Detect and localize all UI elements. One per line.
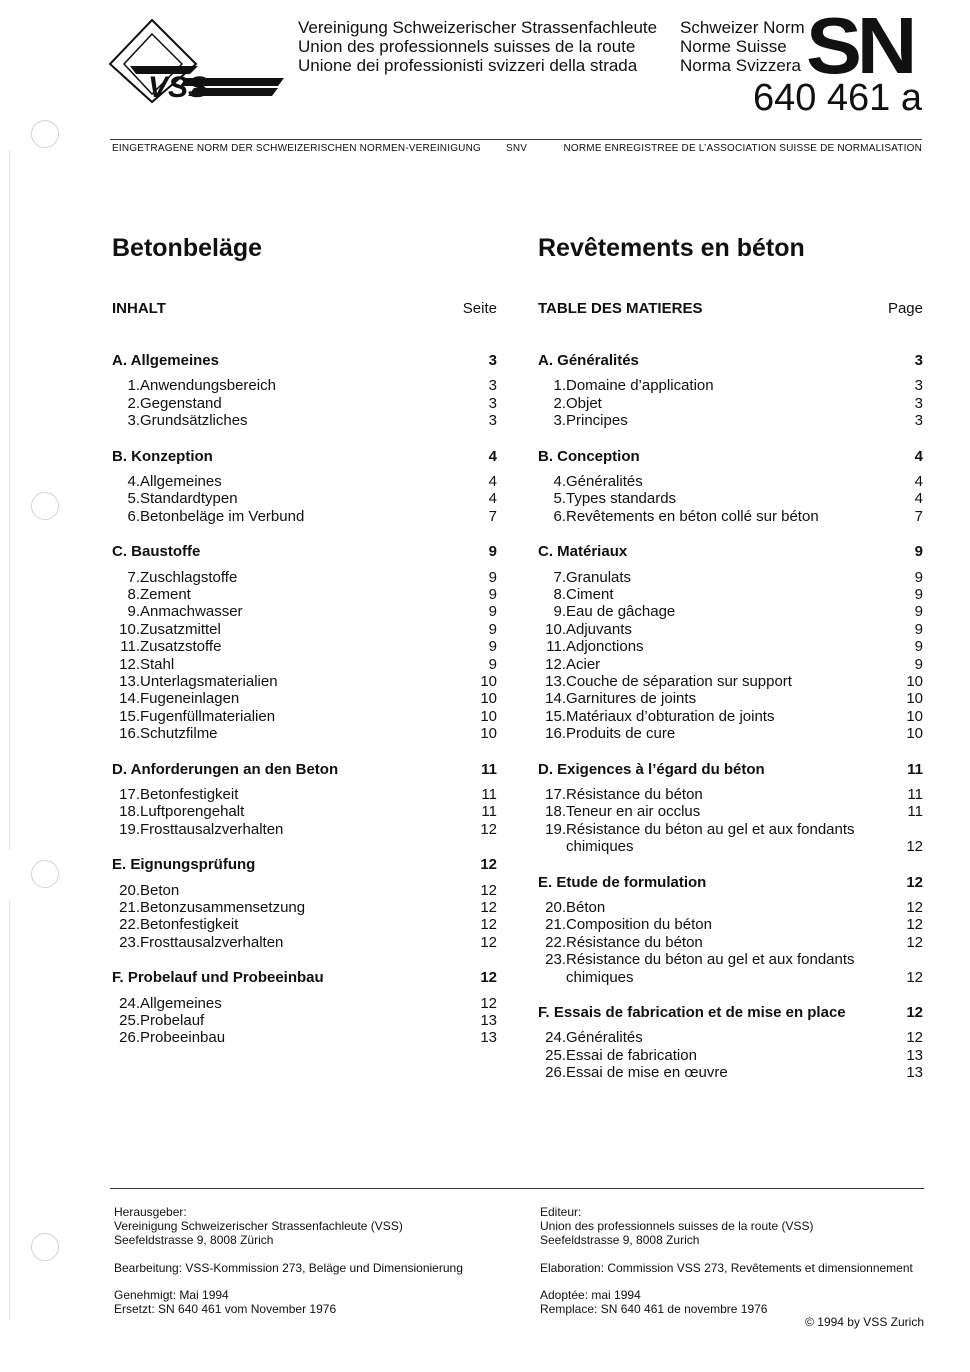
publisher-address: Seefeldstrasse 9, 8008 Zurich: [540, 1233, 700, 1247]
toc-section-heading: [112, 856, 497, 874]
entry-title: Beton: [140, 881, 180, 899]
entry-title: Fugenfüllmaterialien: [140, 707, 276, 725]
entry-number: 5.: [553, 490, 566, 508]
page-number: 9: [488, 586, 497, 603]
entry-number: 9.: [553, 603, 566, 621]
entry-number: 11.: [546, 638, 566, 656]
entry-title: Betonzusammensetzung: [140, 899, 306, 916]
entry-number: 11.: [120, 638, 140, 656]
entry-number: 2.: [127, 394, 140, 412]
toc-entry: [538, 508, 923, 526]
toc-section-heading: [538, 448, 923, 466]
toc-entry: [112, 934, 497, 952]
entry-number: 16.: [119, 725, 140, 743]
entry-number: 22.: [119, 916, 140, 934]
entry-title: Garnitures de joints: [566, 690, 697, 708]
punch-hole: [31, 492, 59, 520]
toc-entry: [538, 673, 923, 691]
sn-mark: SN: [806, 1, 913, 90]
toc-section-heading: [112, 448, 497, 466]
registration-left: EINGETRAGENE NORM DER SCHWEIZERISCHEN NORMEN-VEREINIGUNG: [112, 143, 482, 154]
toc-entry: [538, 473, 923, 491]
section-title: C. Matériaux: [538, 543, 628, 561]
toc-entry: [112, 690, 497, 708]
entry-number: 24.: [119, 994, 140, 1012]
entry-title: Schutzfilme: [140, 725, 218, 743]
toc-entry: [112, 725, 497, 743]
entry-number: 4.: [127, 473, 140, 490]
entry-title: Principes: [566, 412, 628, 430]
toc-entry: [112, 586, 497, 604]
document-number: 640 461 a: [752, 77, 922, 119]
page-number: 12: [480, 994, 497, 1012]
footer-publisher-de: [114, 1205, 403, 1247]
entry-number: 15.: [545, 707, 566, 725]
toc-entry: [538, 638, 923, 656]
entry-title: Domaine d’application: [566, 377, 714, 395]
toc-entry: [538, 934, 923, 952]
entry-title: Produits de cure: [566, 725, 676, 743]
entry-number: 1.: [553, 377, 566, 395]
page-number: 12: [480, 899, 497, 916]
toc-entry: [538, 821, 923, 839]
section-title: E. Eignungsprüfung: [112, 856, 256, 874]
toc-fr: [538, 0, 923, 1140]
page-number: 12: [906, 968, 923, 986]
binder-margin-line: [9, 900, 10, 1320]
page-number: 3: [488, 412, 497, 430]
title-de: Betonbeläge: [112, 234, 263, 262]
page-number: 13: [480, 1029, 497, 1047]
editing-de: Bearbeitung: VSS-Kommission 273, Beläge und Dimensionierung: [114, 1261, 463, 1275]
toc-entry-continuation: [538, 969, 923, 987]
page-number: 4: [914, 447, 923, 465]
norm-label-fr: Norme Suisse: [680, 37, 787, 56]
toc-entry: [538, 603, 923, 621]
entry-title: Probeeinbau: [140, 1029, 226, 1047]
toc-entry: [112, 638, 497, 656]
copyright: © 1994 by VSS Zurich: [805, 1315, 924, 1329]
toc-entry-continuation: [538, 838, 923, 856]
entry-title: Grundsätzliches: [140, 412, 248, 430]
toc-entry: [112, 673, 497, 691]
entry-number: 10.: [119, 620, 140, 638]
footer-rule: [110, 1188, 924, 1189]
page-number: 3: [488, 394, 497, 412]
page-number: 11: [481, 803, 497, 821]
toc-entry: [112, 786, 497, 804]
entry-title: Probelauf: [140, 1012, 205, 1029]
replaces-note: Remplace: SN 640 461 de novembre 1976: [540, 1302, 768, 1316]
entry-title: Adjonctions: [566, 638, 644, 656]
toc-entry: [112, 508, 497, 526]
entry-title-continuation: chimiques: [566, 838, 634, 856]
entry-title: Béton: [566, 899, 606, 916]
page-number: 9: [488, 620, 497, 638]
toc-entry: [112, 395, 497, 413]
section-title: D. Exigences à l’égard du béton: [538, 760, 765, 778]
entry-title: Zusatzmittel: [140, 620, 221, 638]
entry-title: Anmachwasser: [140, 603, 243, 621]
toc-de: [112, 0, 497, 1140]
entry-number: 14.: [119, 690, 140, 708]
page-number: 7: [488, 507, 497, 525]
entry-number: 4.: [553, 473, 566, 490]
entry-number: 16.: [545, 725, 566, 743]
entry-title: Stahl: [140, 655, 175, 673]
entry-title: Couche de séparation sur support: [566, 673, 792, 690]
punch-hole: [31, 860, 59, 888]
entry-title: Ciment: [566, 586, 614, 603]
page-number: 10: [480, 673, 497, 690]
toc-entry: [538, 377, 923, 395]
toc-entry: [538, 1064, 923, 1082]
toc-entry: [112, 603, 497, 621]
section-title: B. Konzeption: [112, 447, 213, 465]
entry-number: 10.: [545, 620, 566, 638]
entry-title: Zuschlagstoffe: [140, 568, 238, 586]
page-number: 10: [906, 725, 923, 743]
toc-entry: [538, 725, 923, 743]
page-number: 4: [914, 490, 923, 508]
title-fr: Revêtements en béton: [538, 234, 805, 262]
entry-number: 19.: [545, 820, 566, 838]
toc-entry: [538, 490, 923, 508]
entry-title: Unterlagsmaterialien: [140, 673, 278, 690]
entry-title: Zement: [140, 586, 191, 603]
entry-title: Gegenstand: [140, 394, 222, 412]
entry-title: Généralités: [566, 473, 643, 490]
page-number: 12: [906, 873, 923, 891]
toc-entry: [112, 656, 497, 674]
entry-number: 23.: [545, 951, 566, 969]
toc-entry: [538, 1029, 923, 1047]
page-number: 9: [488, 603, 497, 621]
entry-title: Types standards: [566, 490, 677, 508]
page-number: 9: [914, 655, 923, 673]
approved-date: Adoptée: mai 1994: [540, 1288, 641, 1302]
entry-title: Zusatzstoffe: [140, 638, 222, 656]
binder-margin-line: [9, 150, 10, 850]
page-number: 9: [914, 603, 923, 621]
org-name-fr: Union des professionnels suisses de la route: [298, 37, 636, 56]
page-number: 12: [906, 899, 923, 916]
page-number: 3: [488, 377, 497, 395]
entry-title: Résistance du béton au gel et aux fondants: [566, 820, 855, 838]
toc-entry: [112, 412, 497, 430]
toc-entry: [112, 916, 497, 934]
page-number: 9: [914, 620, 923, 638]
norm-label-it: Norma Svizzera: [680, 56, 801, 75]
entry-title: Allgemeines: [140, 473, 222, 490]
entry-number: 20.: [545, 899, 566, 916]
toc-entry: [112, 803, 497, 821]
page-number: 11: [907, 760, 923, 778]
page-number: 12: [480, 820, 497, 838]
toc-entry: [112, 377, 497, 395]
entry-title: Matériaux d’obturation de joints: [566, 707, 775, 725]
entry-number: 19.: [119, 820, 140, 838]
page-number: 12: [906, 933, 923, 951]
toc-section-heading: [538, 543, 923, 561]
entry-title: Betonfestigkeit: [140, 916, 239, 934]
page-number: 12: [906, 838, 923, 856]
page-number: 12: [480, 916, 497, 934]
replaces-note: Ersetzt: SN 640 461 vom November 1976: [114, 1302, 337, 1316]
entry-title: Essai de mise en œuvre: [566, 1064, 728, 1082]
toc-entry: [112, 569, 497, 587]
entry-title: Résistance du béton au gel et aux fondants: [566, 951, 855, 969]
footer-dates-de: [114, 1288, 336, 1316]
entry-title: Betonbeläge im Verbund: [140, 507, 305, 525]
page-number: 13: [906, 1064, 923, 1082]
toc-entry: [538, 690, 923, 708]
page-number: 9: [914, 543, 923, 561]
publisher-label: Editeur:: [540, 1205, 582, 1219]
toc-heading-row: [112, 300, 497, 317]
publisher-name: Vereinigung Schweizerischer Strassenfachleute (VSS): [114, 1219, 403, 1233]
entry-number: 2.: [553, 394, 566, 412]
entry-title-continuation: chimiques: [566, 968, 634, 986]
page-number: 7: [914, 507, 923, 525]
toc-entry: [538, 621, 923, 639]
entry-title: Eau de gâchage: [566, 603, 676, 621]
toc-section-heading: [538, 352, 923, 370]
entry-number: 23.: [119, 933, 140, 951]
entry-number: 3.: [127, 412, 140, 430]
section-title: E. Etude de formulation: [538, 873, 707, 891]
entry-title: Fugeneinlagen: [140, 690, 240, 708]
entry-number: 7.: [127, 568, 140, 586]
entry-number: 17.: [119, 786, 140, 803]
page-number: 9: [914, 638, 923, 656]
page-number: 4: [488, 473, 497, 490]
org-name-de: Vereinigung Schweizerischer Strassenfachleute: [298, 18, 658, 37]
page-number: 4: [488, 490, 497, 508]
page-number: 12: [480, 969, 497, 987]
norm-label-de: Schweizer Norm: [680, 18, 805, 37]
toc-entry: [112, 882, 497, 900]
page-number: 12: [906, 916, 923, 934]
toc-entry: [112, 821, 497, 839]
page-number: 10: [480, 707, 497, 725]
page-number: 3: [914, 352, 923, 369]
toc-entry: [538, 1047, 923, 1065]
toc-entry: [112, 1029, 497, 1047]
entry-title: Essai de fabrication: [566, 1046, 697, 1064]
entry-title: Teneur en air occlus: [566, 803, 701, 821]
entry-number: 15.: [119, 707, 140, 725]
entry-number: 13.: [119, 673, 140, 690]
section-title: C. Baustoffe: [112, 543, 201, 561]
entry-number: 24.: [545, 1029, 566, 1047]
page-number: 11: [481, 786, 497, 803]
entry-title: Standardtypen: [140, 490, 238, 508]
entry-number: 13.: [545, 673, 566, 690]
toc-entry: [112, 621, 497, 639]
toc-entry: [538, 786, 923, 804]
page-number: 12: [480, 856, 497, 874]
toc-entry: [112, 899, 497, 917]
page-number: 11: [907, 803, 923, 821]
page-number: 12: [906, 1004, 923, 1021]
page-number: 4: [914, 473, 923, 490]
toc-heading-row: [538, 300, 923, 317]
publisher-address: Seefeldstrasse 9, 8008 Zürich: [114, 1233, 274, 1247]
page-number: 3: [488, 352, 497, 369]
entry-title: Objet: [566, 394, 602, 412]
page-number: 12: [480, 881, 497, 899]
page-number: 10: [480, 725, 497, 743]
entry-title: Anwendungsbereich: [140, 377, 276, 395]
toc-entry: [538, 395, 923, 413]
toc-section-heading: [538, 1004, 923, 1022]
toc-section-heading: [538, 761, 923, 779]
editing-fr: Elaboration: Commission VSS 273, Revêtements et dimensionnement: [540, 1261, 913, 1275]
registration-center: SNV: [506, 143, 528, 154]
entry-number: 18.: [545, 803, 566, 821]
toc-section-heading: [112, 352, 497, 370]
page-number: 10: [906, 673, 923, 690]
toc-section-heading: [112, 761, 497, 779]
entry-number: 12.: [545, 655, 566, 673]
entry-number: 20.: [119, 881, 140, 899]
entry-number: 21.: [119, 899, 140, 916]
entry-title: Résistance du béton: [566, 933, 703, 951]
section-title: A. Allgemeines: [112, 352, 219, 369]
page-number: 9: [488, 568, 497, 586]
entry-number: 21.: [545, 916, 566, 934]
entry-number: 9.: [127, 603, 140, 621]
toc-section-heading: [112, 969, 497, 987]
page-number: 3: [914, 377, 923, 395]
punch-hole: [31, 120, 59, 148]
toc-section-heading: [538, 874, 923, 892]
entry-title: Adjuvants: [566, 620, 632, 638]
entry-title: Acier: [566, 655, 601, 673]
toc-entry: [538, 916, 923, 934]
section-title: F. Probelauf und Probeeinbau: [112, 969, 324, 987]
page-number: 10: [906, 707, 923, 725]
toc-entry: [538, 708, 923, 726]
footer-publisher-fr: [540, 1205, 813, 1247]
page-number: 3: [914, 394, 923, 412]
toc-entry: [112, 708, 497, 726]
entry-title: Luftporengehalt: [140, 803, 245, 821]
footer-dates-fr: [540, 1288, 767, 1316]
toc-entry: [538, 656, 923, 674]
section-title: D. Anforderungen an den Beton: [112, 760, 339, 778]
punch-hole: [31, 1233, 59, 1261]
entry-number: 14.: [545, 690, 566, 708]
page-number: 9: [914, 568, 923, 586]
toc-entry: [112, 995, 497, 1013]
page-number: 3: [914, 412, 923, 430]
entry-number: 3.: [553, 412, 566, 430]
page-column-label: Page: [887, 300, 923, 317]
entry-number: 6.: [553, 507, 566, 525]
entry-number: 18.: [119, 803, 140, 821]
page-number: 10: [480, 690, 497, 708]
entry-title: Revêtements en béton collé sur béton: [566, 507, 819, 525]
publisher-name: Union des professionnels suisses de la route (VSS): [540, 1219, 814, 1233]
entry-title: Frosttausalzverhalten: [140, 933, 284, 951]
page-number: 11: [907, 786, 923, 803]
section-title: A. Généralités: [538, 352, 639, 369]
entry-number: 12.: [119, 655, 140, 673]
toc-entry: [112, 1012, 497, 1030]
section-title: B. Conception: [538, 447, 640, 465]
entry-number: 6.: [127, 507, 140, 525]
entry-number: 25.: [545, 1046, 566, 1064]
entry-number: 17.: [545, 786, 566, 803]
section-title: F. Essais de fabrication et de mise en place: [538, 1004, 846, 1021]
entry-number: 8.: [127, 586, 140, 603]
org-name-it: Unione dei professionisti svizzeri della strada: [298, 56, 638, 75]
entry-title: Généralités: [566, 1029, 643, 1047]
toc-entry: [538, 803, 923, 821]
entry-title: Allgemeines: [140, 994, 222, 1012]
toc-entry: [112, 473, 497, 491]
toc-entry: [538, 586, 923, 604]
toc-entry: [538, 899, 923, 917]
page-number: 10: [906, 690, 923, 708]
toc-entry: [538, 412, 923, 430]
toc-section-heading: [112, 543, 497, 561]
entry-number: 26.: [545, 1064, 566, 1082]
entry-number: 25.: [119, 1012, 140, 1029]
entry-number: 26.: [119, 1029, 140, 1047]
page-number: 12: [906, 1029, 923, 1047]
page-number: 12: [480, 933, 497, 951]
entry-number: 8.: [553, 586, 566, 603]
svg-text:VSS: VSS: [148, 71, 209, 104]
entry-title: Frosttausalzverhalten: [140, 820, 284, 838]
page-number: 13: [906, 1046, 923, 1064]
entry-title: Betonfestigkeit: [140, 786, 239, 803]
page-number: 9: [488, 655, 497, 673]
page-number: 9: [488, 638, 497, 656]
page-number: 9: [914, 586, 923, 603]
entry-title: Résistance du béton: [566, 786, 703, 803]
entry-title: Composition du béton: [566, 916, 712, 934]
entry-number: 22.: [545, 933, 566, 951]
toc-heading: INHALT: [112, 300, 166, 317]
toc-entry: [112, 490, 497, 508]
page-number: 4: [488, 447, 497, 465]
registration-right: NORME ENREGISTREE DE L’ASSOCIATION SUISSE DE NORMALISATION: [563, 143, 922, 154]
publisher-label: Herausgeber:: [114, 1205, 187, 1219]
entry-number: 5.: [127, 490, 140, 508]
page-column-label: Seite: [462, 300, 497, 317]
approved-date: Genehmigt: Mai 1994: [114, 1288, 229, 1302]
entry-title: Granulats: [566, 568, 632, 586]
toc-heading: TABLE DES MATIERES: [538, 300, 703, 317]
toc-entry: [538, 951, 923, 969]
entry-number: 1.: [127, 377, 140, 395]
page-number: 11: [481, 760, 497, 778]
page-number: 9: [488, 543, 497, 561]
page-number: 13: [480, 1012, 497, 1029]
toc-entry: [538, 569, 923, 587]
entry-number: 7.: [553, 568, 566, 586]
